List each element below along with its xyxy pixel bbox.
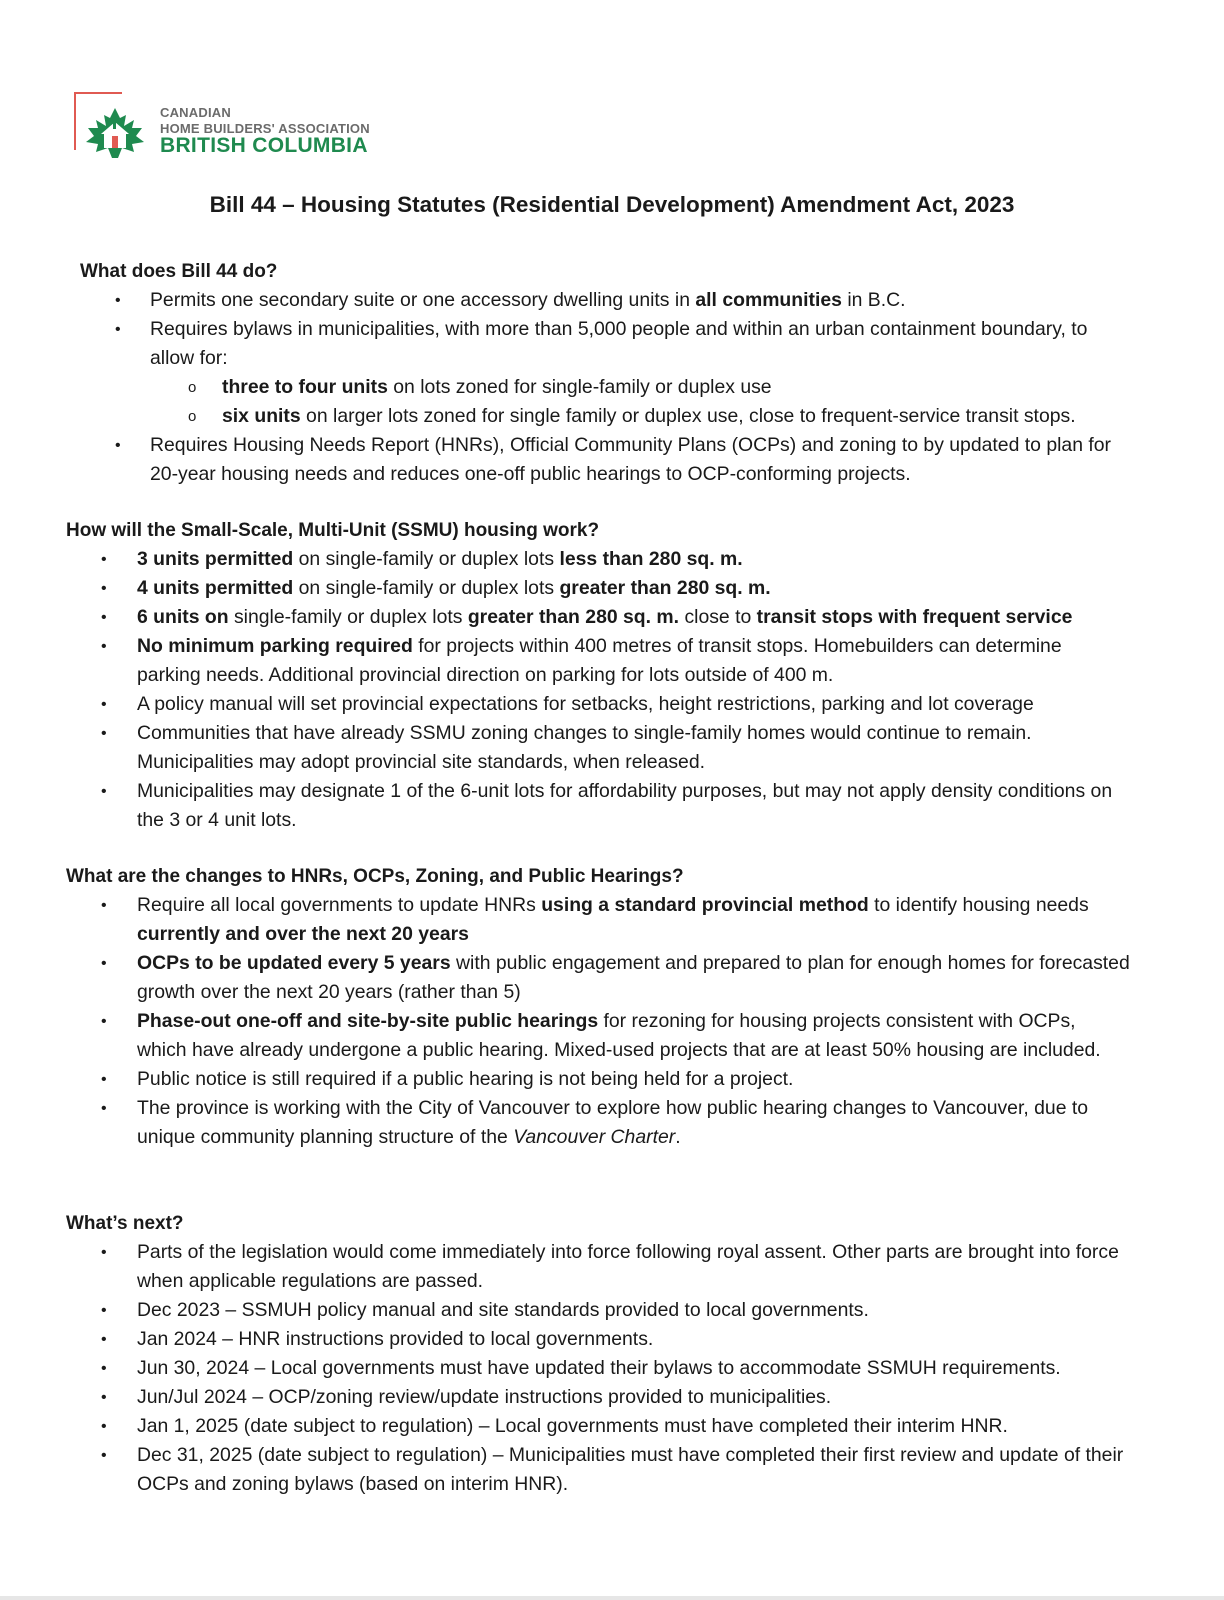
chba-bc-logo: [74, 92, 394, 162]
list-item-text: 3 units permitted on single-family or duplex lots less than 280 sq. m.: [137, 548, 743, 570]
list-item-text: Municipalities may designate 1 of the 6-unit lots for affordability purposes, but may not apply density conditions on the 3 or 4 unit lots.: [137, 780, 1113, 831]
list-item-text: 4 units permitted on single-family or duplex lots greater than 280 sq. m.: [137, 577, 771, 599]
list-item-text: Jun/Jul 2024 – OCP/zoning review/update instructions provided to municipalities.: [137, 1386, 832, 1408]
document-title: Bill 44 – Housing Statutes (Residential Development) Amendment Act, 2023: [209, 192, 1015, 217]
list-item: [101, 1094, 1130, 1152]
list-item: [101, 545, 1130, 574]
list-item: [101, 777, 1130, 835]
bullet-list: [0, 1238, 1224, 1499]
list-item: [101, 574, 1130, 603]
list-item: [101, 603, 1130, 632]
section-heading: What are the changes to HNRs, OCPs, Zoning, and Public Hearings?: [66, 866, 684, 887]
list-item: [101, 1412, 1130, 1441]
list-item-text: Dec 2023 – SSMUH policy manual and site standards provided to local governments.: [137, 1299, 869, 1321]
bullet-icon: •: [101, 1389, 107, 1406]
bullet-list: [0, 891, 1224, 1152]
list-item-text: Parts of the legislation would come immediately into force following royal assent. Other parts are brought into force when applicable regulations are passed.: [137, 1241, 1119, 1292]
org-line-1: CANADIAN: [160, 105, 231, 120]
bullet-icon: •: [101, 1013, 107, 1030]
bullet-icon: •: [101, 1100, 107, 1117]
list-item-text: Communities that have already SSMU zoning changes to single-family homes would continue to remain. Municipalities may adopt provincial site standards, when released.: [137, 722, 1032, 773]
list-item: [101, 1354, 1130, 1383]
sub-list-item: [188, 373, 1130, 402]
bullet-icon: •: [101, 725, 107, 742]
list-item-text: Dec 31, 2025 (date subject to regulation) – Municipalities must have completed their first review and update of their OCPs and zoning bylaws (based on interim HNR).: [137, 1444, 1124, 1495]
section-heading: What does Bill 44 do?: [80, 261, 278, 282]
bullet-icon: •: [101, 1360, 107, 1377]
list-item: [101, 1325, 1130, 1354]
maple-leaf-house-icon: [84, 106, 146, 160]
list-item-text: OCPs to be updated every 5 years with public engagement and prepared to plan for enough homes for forecasted growth over the next 20 years (rather than 5): [137, 952, 1130, 1003]
list-item-text: Public notice is still required if a public hearing is not being held for a project.: [137, 1068, 794, 1090]
list-item: [101, 1296, 1130, 1325]
bullet-icon: •: [101, 783, 107, 800]
section-what-does-bill-44-do: [0, 257, 1224, 489]
list-item-text: Permits one secondary suite or one accessory dwelling units in all communities in B.C.: [150, 289, 906, 311]
bullet-icon: •: [115, 437, 121, 454]
bullet-icon: •: [101, 638, 107, 655]
list-item: [101, 1065, 1130, 1094]
list-item-text: Phase-out one-off and site-by-site public hearings for rezoning for housing projects consistent with OCPs, which have already undergone a public hearing. Mixed-used projects that are at least 50% housing are included.: [137, 1010, 1101, 1061]
bullet-list: [0, 545, 1224, 835]
sub-list-item: [188, 402, 1130, 431]
bullet-icon: •: [101, 897, 107, 914]
list-item: [101, 891, 1130, 949]
org-name: [160, 105, 370, 137]
list-item: [101, 1383, 1130, 1412]
bullet-icon: •: [101, 696, 107, 713]
section-ssmu-housing: [0, 516, 1224, 835]
bullet-icon: •: [101, 609, 107, 626]
list-item: [101, 1441, 1130, 1499]
bullet-icon: •: [101, 580, 107, 597]
bullet-icon: •: [101, 1447, 107, 1464]
org-line-2: HOME BUILDERS' ASSOCIATION: [160, 121, 370, 136]
bullet-icon: •: [101, 955, 107, 972]
hollow-bullet-icon: o: [188, 379, 197, 396]
list-item: [101, 949, 1130, 1007]
bullet-icon: •: [115, 321, 121, 338]
page-bottom-edge: [0, 1596, 1224, 1600]
list-item: [115, 286, 1130, 315]
sub-list-item-text: three to four units on lots zoned for single-family or duplex use: [222, 376, 772, 398]
bullet-icon: •: [101, 551, 107, 568]
bullet-icon: •: [101, 1331, 107, 1348]
bullet-list: [0, 286, 1224, 489]
list-item-text: Jan 2024 – HNR instructions provided to local governments.: [137, 1328, 654, 1350]
list-item: [101, 719, 1130, 777]
section-changes-hnr-ocp-zoning: [0, 862, 1224, 1152]
bullet-icon: •: [101, 1302, 107, 1319]
list-item-text: Jun 30, 2024 – Local governments must have updated their bylaws to accommodate SSMUH requirements.: [137, 1357, 1061, 1379]
bullet-icon: •: [101, 1244, 107, 1261]
bullet-icon: •: [101, 1418, 107, 1435]
list-item-text: Requires Housing Needs Report (HNRs), Official Community Plans (OCPs) and zoning to by updated to plan for 20-year housing needs and reduces one-off public hearings to OCP-conforming projects.: [150, 434, 1111, 485]
list-item-text: No minimum parking required for projects within 400 metres of transit stops. Homebuilders can determine parking needs. Additional provincial direction on parking for lots outside of 400 m.: [137, 635, 1062, 686]
list-item: [101, 632, 1130, 690]
list-item-text: The province is working with the City of Vancouver to explore how public hearing changes to Vancouver, due to unique community planning structure of the Vancouver Charter.: [137, 1097, 1089, 1148]
hollow-bullet-icon: o: [188, 408, 197, 425]
list-item: [101, 1238, 1130, 1296]
list-item: [101, 1007, 1130, 1065]
sub-bullet-list: [0, 373, 1224, 431]
list-item-text: Require all local governments to update HNRs using a standard provincial method to identify housing needs currently and over the next 20 years: [137, 894, 1089, 945]
section-whats-next: [0, 1209, 1224, 1499]
section-heading: How will the Small-Scale, Multi-Unit (SSMU) housing work?: [66, 520, 600, 541]
list-item-text: A policy manual will set provincial expectations for setbacks, height restrictions, parking and lot coverage: [137, 693, 1034, 715]
org-province: BRITISH COLUMBIA: [160, 134, 368, 157]
list-item-text: Jan 1, 2025 (date subject to regulation) – Local governments must have completed their interim HNR.: [137, 1415, 1008, 1437]
bullet-icon: •: [115, 292, 121, 309]
list-item: [115, 431, 1130, 489]
list-item: [101, 690, 1130, 719]
sub-list-item-text: six units on larger lots zoned for single family or duplex use, close to frequent-service transit stops.: [222, 405, 1076, 427]
bullet-icon: •: [101, 1071, 107, 1088]
list-item: [115, 315, 1130, 373]
section-heading: What’s next?: [66, 1213, 184, 1234]
list-item-text: 6 units on single-family or duplex lots greater than 280 sq. m. close to transit stops with frequent service: [137, 606, 1073, 628]
list-item-text: Requires bylaws in municipalities, with more than 5,000 people and within an urban containment boundary, to allow for:: [150, 318, 1088, 369]
